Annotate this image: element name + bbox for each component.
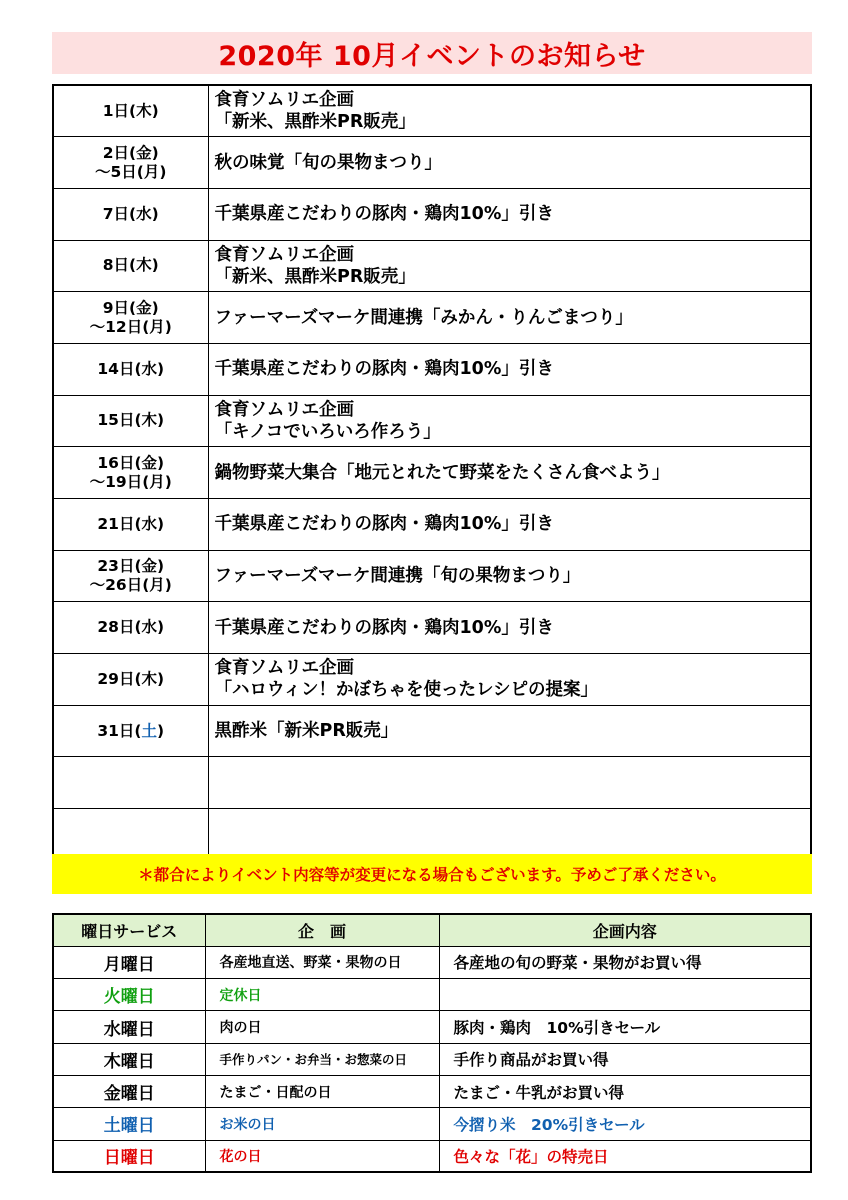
plan: 各産地直送、野菜・果物の日: [205, 946, 439, 978]
table-row: [53, 979, 811, 1011]
table-row: [53, 1075, 811, 1107]
plan-content: 色々な「花」の特売日: [439, 1140, 811, 1172]
notice-banner: [52, 854, 812, 894]
event-date: 16日(金) ～19日(月): [53, 447, 208, 499]
event-description: ファーマーズマーケ間連携「みかん・りんごまつり」: [208, 292, 811, 344]
table-row: [53, 499, 811, 551]
table-row: [53, 1043, 811, 1075]
event-description: 食育ソムリエ企画 「新米、黒酢米PR販売」: [208, 240, 811, 292]
weekday: 木曜日: [53, 1043, 205, 1075]
plan-content: たまご・牛乳がお買い得: [439, 1075, 811, 1107]
event-description-empty: [208, 809, 811, 861]
event-description: 食育ソムリエ企画 「ハロウィン！かぼちゃを使ったレシピの提案」: [208, 654, 811, 706]
event-description: ファーマーズマーケ間連携「旬の果物まつり」: [208, 550, 811, 602]
event-date: 8日(木): [53, 240, 208, 292]
plan: お米の日: [205, 1108, 439, 1140]
event-date-empty: [53, 809, 208, 861]
saturday-mark: 土: [141, 721, 158, 740]
table-row: [53, 137, 811, 189]
plan-content: 豚肉・鶏肉 10%引きセール: [439, 1011, 811, 1043]
table-row-empty: [53, 809, 811, 861]
plan-content: 今摺り米 20%引きセール: [439, 1108, 811, 1140]
plan: 肉の日: [205, 1011, 439, 1043]
notice-text: ＊都合によりイベント内容等が変更になる場合もございます。予めご了承ください。: [138, 866, 726, 884]
weekday: 火曜日: [53, 979, 205, 1011]
table-row: [53, 343, 811, 395]
event-description: 千葉県産こだわりの豚肉・鶏肉10%」引き: [208, 602, 811, 654]
event-description: 鍋物野菜大集合「地元とれたて野菜をたくさん食べよう」: [208, 447, 811, 499]
table-row: [53, 1011, 811, 1043]
event-date: 2日(金) ～5日(月): [53, 137, 208, 189]
event-description-empty: [208, 757, 811, 809]
title-banner: [52, 32, 812, 74]
event-description: 千葉県産こだわりの豚肉・鶏肉10%」引き: [208, 499, 811, 551]
table-row: [53, 1140, 811, 1172]
event-description: 秋の味覚「旬の果物まつり」: [208, 137, 811, 189]
table-row: [53, 946, 811, 978]
event-date: 15日(木): [53, 395, 208, 447]
event-date: 31日(土): [53, 705, 208, 757]
event-date: 7日(水): [53, 188, 208, 240]
weekday: 月曜日: [53, 946, 205, 978]
table-row: [53, 654, 811, 706]
event-description: 食育ソムリエ企画 「新米、黒酢米PR販売」: [208, 85, 811, 137]
weekday: 土曜日: [53, 1108, 205, 1140]
table-row: [53, 705, 811, 757]
plan-content: 各産地の旬の野菜・果物がお買い得: [439, 946, 811, 978]
table-row: [53, 602, 811, 654]
event-date: 28日(水): [53, 602, 208, 654]
table-row: [53, 85, 811, 137]
table-row: [53, 550, 811, 602]
header-plan-content: 企画内容: [439, 914, 811, 946]
weekday: 日曜日: [53, 1140, 205, 1172]
table-row: [53, 188, 811, 240]
plan: 定休日: [205, 979, 439, 1011]
header-plan: 企 画: [205, 914, 439, 946]
table-row-empty: [53, 757, 811, 809]
plan-content: [439, 979, 811, 1011]
plan: 花の日: [205, 1140, 439, 1172]
event-description: 千葉県産こだわりの豚肉・鶏肉10%」引き: [208, 188, 811, 240]
event-date: 14日(水): [53, 343, 208, 395]
weekday: 水曜日: [53, 1011, 205, 1043]
event-date: 21日(水): [53, 499, 208, 551]
event-table: [52, 84, 812, 861]
event-date: 23日(金) ～26日(月): [53, 550, 208, 602]
table-row: [53, 292, 811, 344]
page-title: 2020年 10月イベントのお知らせ: [218, 40, 646, 72]
table-row: [53, 395, 811, 447]
event-description: 千葉県産こだわりの豚肉・鶏肉10%」引き: [208, 343, 811, 395]
table-header-row: [53, 914, 811, 946]
plan: 手作りパン・お弁当・お惣菜の日: [205, 1043, 439, 1075]
table-row: [53, 1108, 811, 1140]
event-date: 29日(木): [53, 654, 208, 706]
weekday-service-table: [52, 913, 812, 1173]
event-description: 黒酢米「新米PR販売」: [208, 705, 811, 757]
header-weekday-service: 曜日サービス: [53, 914, 205, 946]
table-row: [53, 447, 811, 499]
plan: たまご・日配の日: [205, 1075, 439, 1107]
plan-content: 手作り商品がお買い得: [439, 1043, 811, 1075]
table-row: [53, 240, 811, 292]
event-date-empty: [53, 757, 208, 809]
event-date: 1日(木): [53, 85, 208, 137]
weekday: 金曜日: [53, 1075, 205, 1107]
event-description: 食育ソムリエ企画 「キノコでいろいろ作ろう」: [208, 395, 811, 447]
event-date: 9日(金) ～12日(月): [53, 292, 208, 344]
